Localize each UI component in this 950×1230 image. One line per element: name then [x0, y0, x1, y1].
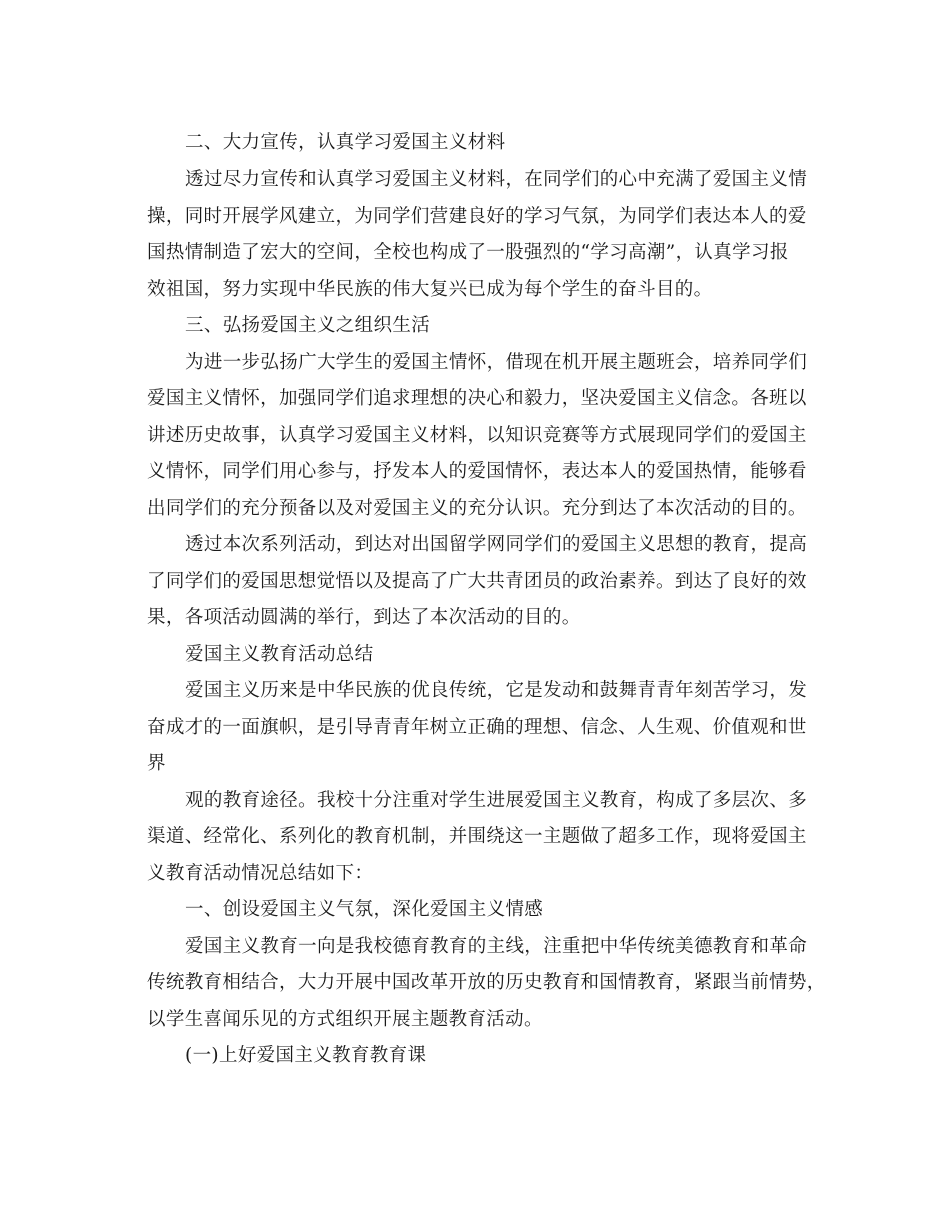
heading-summary-title: 爱国主义教育活动总结 [185, 644, 374, 665]
paragraph-line: 国热情制造了宏大的空间，全校也构成了一股强烈的“学习高潮”，认真学习报 [147, 242, 789, 263]
paragraph-line: 果，各项活动圆满的举行，到达了本次活动的目的。 [147, 607, 581, 628]
paragraph-line: 爱国主义情怀，加强同学们追求理想的决心和毅力，坚决爱国主义信念。各班以 [147, 388, 807, 409]
paragraph-line: 操，同时开展学风建立，为同学们营建良好的学习气氛，为同学们表达本人的爱 [147, 206, 807, 227]
paragraph-line: 出同学们的充分预备以及对爱国主义的充分认识。充分到达了本次活动的目的。 [147, 498, 807, 519]
paragraph-line: 爱国主义历来是中华民族的优良传统，它是发动和鼓舞青青年刻苦学习，发 [185, 680, 808, 701]
paragraph-line: 传统教育相结合，大力开展中国改革开放的历史教育和国情教育，紧跟当前情势， [147, 972, 826, 993]
paragraph-line: 透过本次系列活动，到达对出国留学网同学们的爱国主义思想的教育，提高 [185, 534, 808, 555]
paragraph-line: 以学生喜闻乐见的方式组织开展主题教育活动。 [147, 1009, 543, 1030]
paragraph-line: 爱国主义教育一向是我校德育教育的主线，注重把中华传统美德教育和革命 [185, 936, 808, 957]
paragraph-line: 透过尽力宣传和认真学习爱国主义材料，在同学们的心中充满了爱国主义情 [185, 169, 808, 190]
heading-subsection-1: (一)上好爱国主义教育教育课 [185, 1045, 427, 1066]
paragraph-line: 渠道、经常化、系列化的教育机制，并围绕这一主题做了超多工作，现将爱国主 [147, 826, 807, 847]
paragraph-line: 效祖国，努力实现中华民族的伟大复兴已成为每个学生的奋斗目的。 [147, 279, 713, 300]
paragraph-line: 界 [147, 753, 166, 774]
paragraph-line: 讲述历史故事，认真学习爱国主义材料，以知识竞赛等方式展现同学们的爱国主 [147, 425, 807, 446]
paragraph-line: 为进一步弘扬广大学生的爱国主情怀，借现在机开展主题班会，培养同学们 [185, 352, 808, 373]
paragraph-line: 义情怀，同学们用心参与，抒发本人的爱国情怀，表达本人的爱国热情，能够看 [147, 461, 807, 482]
paragraph-line: 观的教育途径。我校十分注重对学生进展爱国主义教育，构成了多层次、多 [185, 790, 808, 811]
heading-section-2: 二、大力宣传，认真学习爱国主义材料 [185, 132, 506, 153]
paragraph-line: 了同学们的爱国思想觉悟以及提高了广大共青团员的政治素养。到达了良好的效 [147, 571, 807, 592]
paragraph-line: 义教育活动情况总结如下： [147, 863, 374, 884]
heading-section-3: 三、弘扬爱国主义之组织生活 [185, 315, 431, 336]
paragraph-line: 奋成才的一面旗帜，是引导青青年树立正确的理想、信念、人生观、价值观和世 [147, 717, 807, 738]
heading-section-1: 一、创设爱国主义气氛，深化爱国主义情感 [185, 899, 544, 920]
